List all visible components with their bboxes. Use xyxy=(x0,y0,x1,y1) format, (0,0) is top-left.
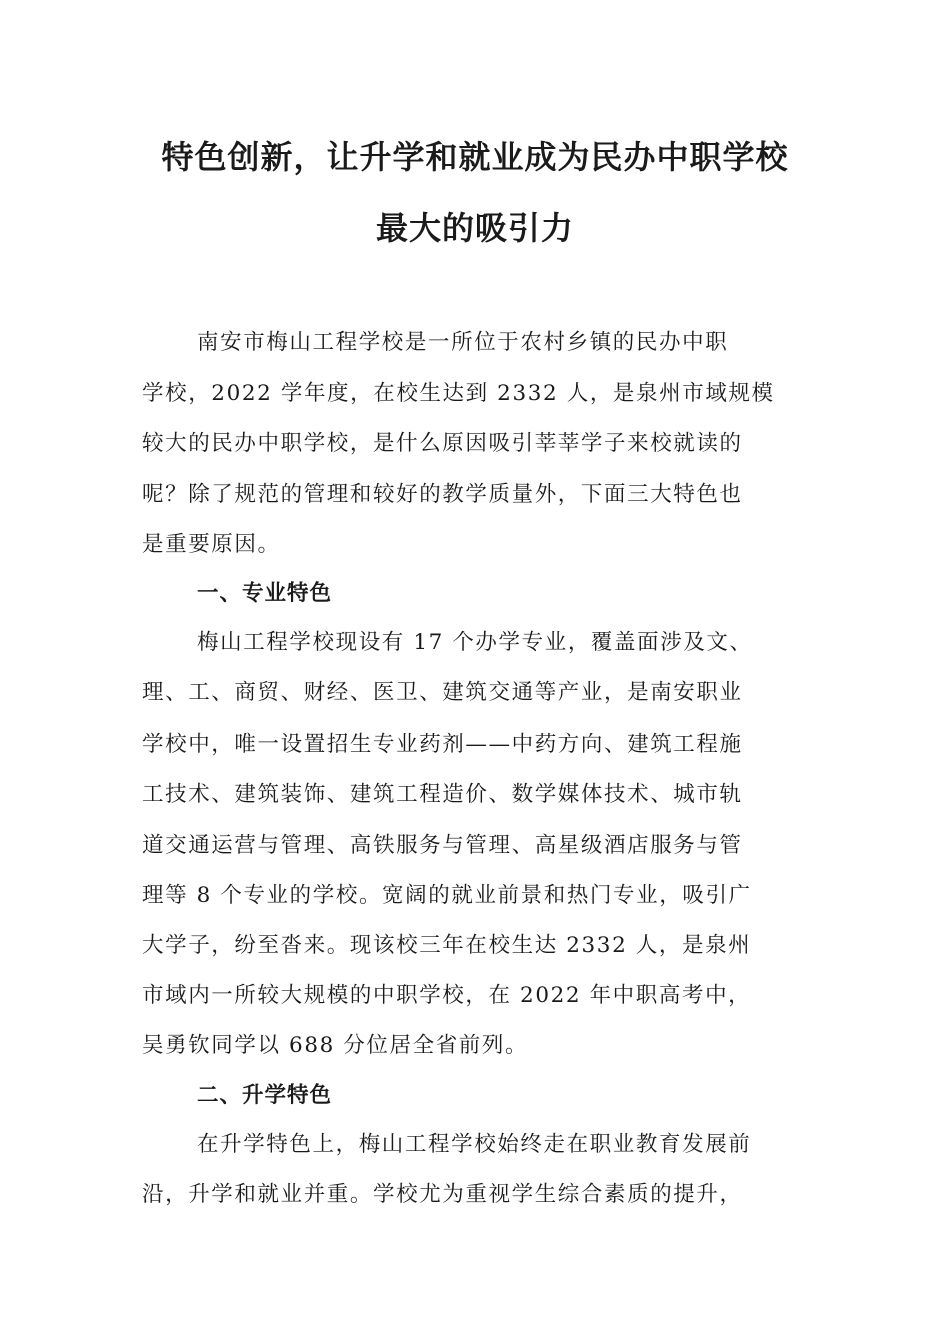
section1-line-4: 工技术、建筑装饰、建筑工程造价、数学媒体技术、城市轨 xyxy=(142,782,743,807)
section1-line-3: 学校中，唯一设置招生专业药剂——中药方向、建筑工程施 xyxy=(142,732,743,757)
section2-line-1: 在升学特色上，梅山工程学校始终走在职业教育发展前 xyxy=(197,1132,752,1157)
section1-line-5: 道交通运营与管理、高铁服务与管理、高星级酒店服务与管 xyxy=(142,833,743,858)
section1-line-1: 梅山工程学校现设有 17 个办学专业，覆盖面涉及文、 xyxy=(197,630,753,655)
intro-line-2: 学校，2022 学年度，在校生达到 2332 人，是泉州市域规模 xyxy=(142,381,775,406)
section1-line-6: 理等 8 个专业的学校。宽阔的就业前景和热门专业，吸引广 xyxy=(142,883,752,908)
section1-line-2: 理、工、商贸、财经、医卫、建筑交通等产业，是南安职业 xyxy=(142,680,743,705)
section1-line-7: 大学子，纷至沓来。现该校三年在校生达 2332 人，是泉州 xyxy=(142,933,752,958)
intro-line-5: 是重要原因。 xyxy=(142,532,281,557)
section2-line-2: 沿，升学和就业并重。学校尤为重视学生综合素质的提升， xyxy=(142,1182,743,1207)
document-title-line-1: 特色创新，让升学和就业成为民办中职学校 xyxy=(161,138,789,176)
section1-line-8: 市域内一所较大规模的中职学校，在 2022 年中职高考中， xyxy=(142,983,752,1008)
section1-line-9: 吴勇钦同学以 688 分位居全省前列。 xyxy=(142,1033,529,1058)
document-title-line-2: 最大的吸引力 xyxy=(375,209,574,247)
intro-line-3: 较大的民办中职学校，是什么原因吸引莘莘学子来校就读的 xyxy=(142,431,743,456)
intro-line-4: 呢？除了规范的管理和较好的教学质量外，下面三大特色也 xyxy=(142,482,743,507)
section-heading-specialty: 一、专业特色 xyxy=(197,581,333,606)
intro-line-1: 南安市梅山工程学校是一所位于农村乡镇的民办中职 xyxy=(197,330,729,355)
section-heading-enrollment: 二、升学特色 xyxy=(197,1083,333,1108)
